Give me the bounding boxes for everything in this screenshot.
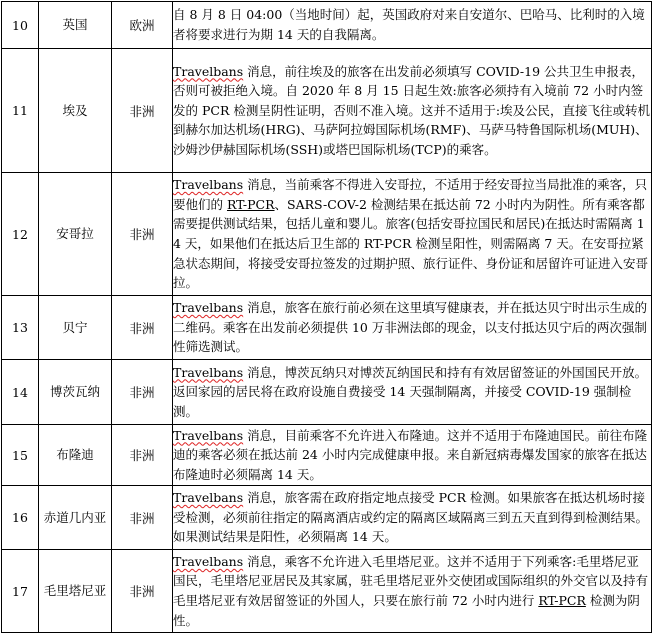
restriction-text <box>173 49 652 173</box>
restriction-text <box>173 360 652 425</box>
table-row <box>2 360 652 425</box>
row-number: 15 <box>2 425 39 486</box>
text-rest: 消息，目前乘客不允许进入布隆迪。这并不适用于布隆迪国民。前往布隆迪的乘客必须在抵达前 24 小时内完成健康申报。来自新冠病毒爆发国家的旅客在抵达布隆迪时必须隔离 14 天。 <box>173 427 648 482</box>
country-name: 埃及 <box>39 49 112 173</box>
region-name: 非洲 <box>112 425 173 486</box>
country-name: 英国 <box>39 2 112 49</box>
text-src: Travelbans <box>173 63 244 79</box>
text-post: 检测为阴性。 <box>173 593 640 628</box>
row-number: 14 <box>2 360 39 425</box>
row-number: 10 <box>2 2 39 49</box>
row-number: 17 <box>2 550 39 633</box>
row-number: 12 <box>2 173 39 296</box>
row-number: 16 <box>2 486 39 550</box>
region-name: 欧洲 <box>112 2 173 49</box>
restriction-text <box>173 550 652 633</box>
region-name: 非洲 <box>112 360 173 425</box>
text-rest: 消息，前往埃及的旅客在出发前必须填写 COVID-19 公共卫生申报表，否则可被拒绝入境。自 2020 年 8 月 15 日起生效:旅客必须持有入境前 72 小时内签发的 PCR 检测呈阴性证明，否则不准入境。这并不适用于:埃及公民，直接飞往或转机到赫尔加达机场(HRG)、马萨阿拉姆国际机场(RMF)、马萨马特鲁国际机场(MUH)、沙姆沙伊赫国际机场(SSH)或塔巴国际机场(TCP)的乘客。 <box>173 63 651 157</box>
restriction-text <box>173 2 652 49</box>
text-pre: 自 8 月 8 日 04:00（当地时间）起，英国政府对来自安道尔、巴哈马、比利时的入境者将要求进行为期 14 天的自我隔离。 <box>173 7 645 42</box>
restriction-text <box>173 173 652 296</box>
country-name: 布隆迪 <box>39 425 112 486</box>
travel-restrictions-table <box>1 1 652 633</box>
table-row <box>2 550 652 633</box>
table-row <box>2 49 652 173</box>
table-row <box>2 173 652 296</box>
country-name: 安哥拉 <box>39 173 112 296</box>
text-src: Travelbans <box>173 490 244 506</box>
table-body <box>2 2 652 633</box>
restriction-text <box>173 486 652 550</box>
text-rest: 消息，旅客在旅行前必须在这里填写健康表，并在抵达贝宁时出示生成的二维码。乘客在出发前必须提供 10 万非洲法郎的现金，以支付抵达贝宁后的两次强制性筛选测试。 <box>173 300 648 355</box>
row-number: 11 <box>2 49 39 173</box>
row-number: 13 <box>2 296 39 360</box>
table-row <box>2 486 652 550</box>
region-name: 非洲 <box>112 173 173 296</box>
country-name: 博茨瓦纳 <box>39 360 112 425</box>
text-src: Travelbans <box>173 177 244 193</box>
restriction-text <box>173 425 652 486</box>
text-post: 、SARS-COV-2 检测结果在抵达前 72 小时内为阴性。所有乘客都需要提供测试结果，包括儿童和婴儿。旅客(包括安哥拉国民和居民)在抵达时需隔离 14 天，如果他们在抵达后卫生部的 RT-PCR 检测呈阳性，则需隔离 7 天。在安哥拉紧急状态期间，将接受安哥拉签发的过期护照、旅行证件、身份证和居留许可证进入安哥拉。 <box>173 196 649 291</box>
text-rest: 消息，乘客不允许进入毛里塔尼亚。这并不适用于下列乘客:毛里塔尼亚国民，毛里塔尼亚居民及其家属，驻毛里塔尼亚外交使团或国际组织的外交官以及持有毛里塔尼亚有效居留签证的外国人，只要在旅行前 72 小时内进行 <box>173 553 649 608</box>
text-rest: 消息，旅客需在政府指定地点接受 PCR 检测。如果旅客在抵达机场时接受检测，必须前往指定的隔离酒店或约定的隔离区域隔离三到五天直到得到检测结果。如果测试结果是阳性，必须隔离 14 天。 <box>173 490 649 545</box>
country-name: 毛里塔尼亚 <box>39 550 112 633</box>
region-name: 非洲 <box>112 550 173 633</box>
table-row <box>2 425 652 486</box>
country-name: 赤道几内亚 <box>39 486 112 550</box>
text-ul: RT-PCR <box>226 196 275 212</box>
restriction-text <box>173 296 652 360</box>
text-rest: 消息，当前乘客不得进入安哥拉，不适用于经安哥拉当局批准的乘客，只要他们的 <box>173 177 648 212</box>
region-name: 非洲 <box>112 486 173 550</box>
table-row <box>2 296 652 360</box>
text-src: Travelbans <box>173 364 244 380</box>
text-src: Travelbans <box>173 553 244 569</box>
region-name: 非洲 <box>112 49 173 173</box>
text-src: Travelbans <box>173 300 244 316</box>
region-name: 非洲 <box>112 296 173 360</box>
country-name: 贝宁 <box>39 296 112 360</box>
text-src: Travelbans <box>173 427 244 443</box>
table-row <box>2 2 652 49</box>
text-ul: RT-PCR <box>538 593 586 608</box>
text-rest: 消息，博茨瓦纳只对博茨瓦纳国民和持有有效居留签证的外国国民开放。返回家园的居民将在政府设施自费接受 14 天强制隔离，并接受 COVID-19 强制检测。 <box>173 364 648 419</box>
